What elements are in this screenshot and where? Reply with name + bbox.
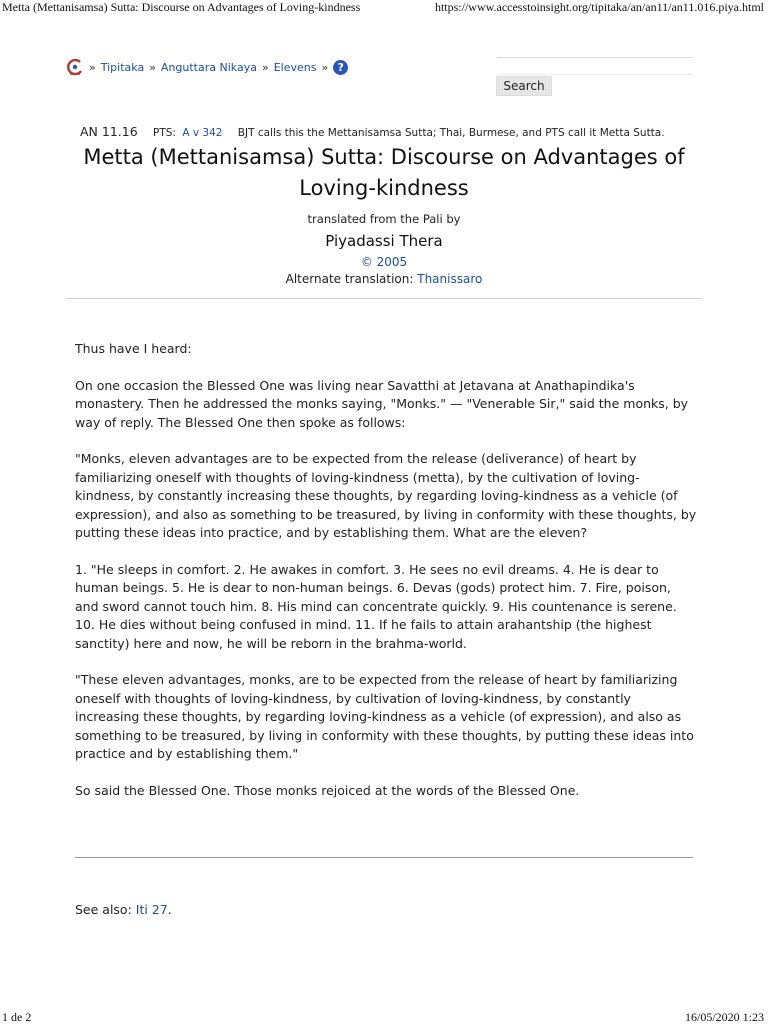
paragraph-intro: Thus have I heard: <box>75 341 192 356</box>
alternate-translation-link[interactable]: Thanissaro <box>417 272 483 286</box>
paragraph-advantages-summary: "These eleven advantages, monks, are to be expected from the release of heart by familiarizing oneself with thoughts of loving-kindness, by cultivation of loving-kindness, by constantly increasing these thoughts, by regarding loving-kindness as a vehicle (of expression), and also as something to be treasured, by living in conformity with these thoughts, by putting these ideas into practice and by establishing them." <box>75 672 694 761</box>
print-header-url: https://www.accesstoinsight.org/tipitaka/an/an11/an11.016.piya.html <box>434 0 764 14</box>
pts-link[interactable]: A v 342 <box>182 127 223 139</box>
see-also <box>75 901 172 919</box>
divider-top <box>66 298 702 299</box>
breadcrumb-anguttara-nikaya[interactable]: Anguttara Nikaya <box>160 60 257 74</box>
breadcrumb-separator: » <box>149 60 156 74</box>
search-button[interactable]: Search <box>496 76 552 96</box>
sutta-note: BJT calls this the Mettanisamsa Sutta; Thai, Burmese, and PTS call it Metta Sutta. <box>237 127 665 139</box>
sutta-reference <box>80 124 720 139</box>
alternate-translation <box>60 271 708 287</box>
paragraph-advantages-list: 1. "He sleeps in comfort. 2. He awakes in comfort. 3. He sees no evil dreams. 4. He is dear to human beings. 5. He is dear to non-human beings. 6. Devas (gods) protect him. 7. Fire, poison, and sword cannot touch him. 8. His mind can concentrate quickly. 9. His countenance is serene. 10. He dies without being confused in mind. 11. If he fails to attain arahantship (the highest sanctity) here and now, he will be reborn in the brahma-world. <box>75 561 677 651</box>
breadcrumb-tipitaka[interactable]: Tipitaka <box>100 60 145 74</box>
paragraph-closing: So said the Blessed One. Those monks rejoiced at the words of the Blessed One. <box>75 782 580 798</box>
alternate-label: Alternate translation: <box>285 272 418 286</box>
breadcrumb-separator: » <box>321 60 329 74</box>
pts-label: PTS: <box>153 127 176 139</box>
site-logo-icon[interactable] <box>66 58 84 76</box>
sutta-number: AN 11.16 <box>80 124 138 139</box>
title-block <box>60 142 708 287</box>
print-page-number: 1 de 2 <box>2 1010 32 1024</box>
see-also-link[interactable]: Iti 27 <box>135 902 168 917</box>
see-also-end: . <box>167 902 172 917</box>
translator-name: Piyadassi Thera <box>325 232 443 250</box>
copyright <box>60 254 708 270</box>
breadcrumb-separator: » <box>89 60 96 74</box>
search-input[interactable] <box>497 57 693 75</box>
print-footer <box>0 1008 768 1024</box>
translated-from: translated from the Pali by <box>307 212 461 226</box>
divider-bottom <box>75 857 693 858</box>
page-title: Metta (Mettanisamsa) Sutta: Discourse on Advantages of Loving-kindness <box>83 145 685 200</box>
copyright-link[interactable]: © 2005 <box>360 255 408 269</box>
breadcrumb <box>66 56 348 78</box>
breadcrumb-elevens[interactable]: Elevens <box>273 60 317 74</box>
print-header <box>0 0 768 16</box>
breadcrumb-separator: » <box>261 60 269 74</box>
print-datetime: 16/05/2020 1:23 <box>684 1010 764 1024</box>
help-icon[interactable]: ? <box>333 60 348 75</box>
sutta-body <box>75 340 697 818</box>
print-header-title: Metta (Mettanisamsa) Sutta: Discourse on Advantages of Loving-kindness <box>2 0 361 14</box>
paragraph-occasion: On one occasion the Blessed One was living near Savatthi at Jetavana at Anathapindika's monastery. Then he addressed the monks saying, "Monks." — "Venerable Sir," said the monks, by way of reply. The Blessed One then spoke as follows: <box>75 377 689 430</box>
paragraph-advantages-intro: "Monks, eleven advantages are to be expected from the release (deliverance) of heart by familiarizing oneself with thoughts of loving-kindness (metta), by the cultivation of loving-kindness, by constantly increasing these thoughts, by regarding loving-kindness as a vehicle (of expression), and also as something to be treasured, by living in conformity with these thoughts, by putting these ideas into practice, and by establishing them. What are the eleven? <box>75 451 697 540</box>
see-also-label: See also: <box>75 902 136 917</box>
